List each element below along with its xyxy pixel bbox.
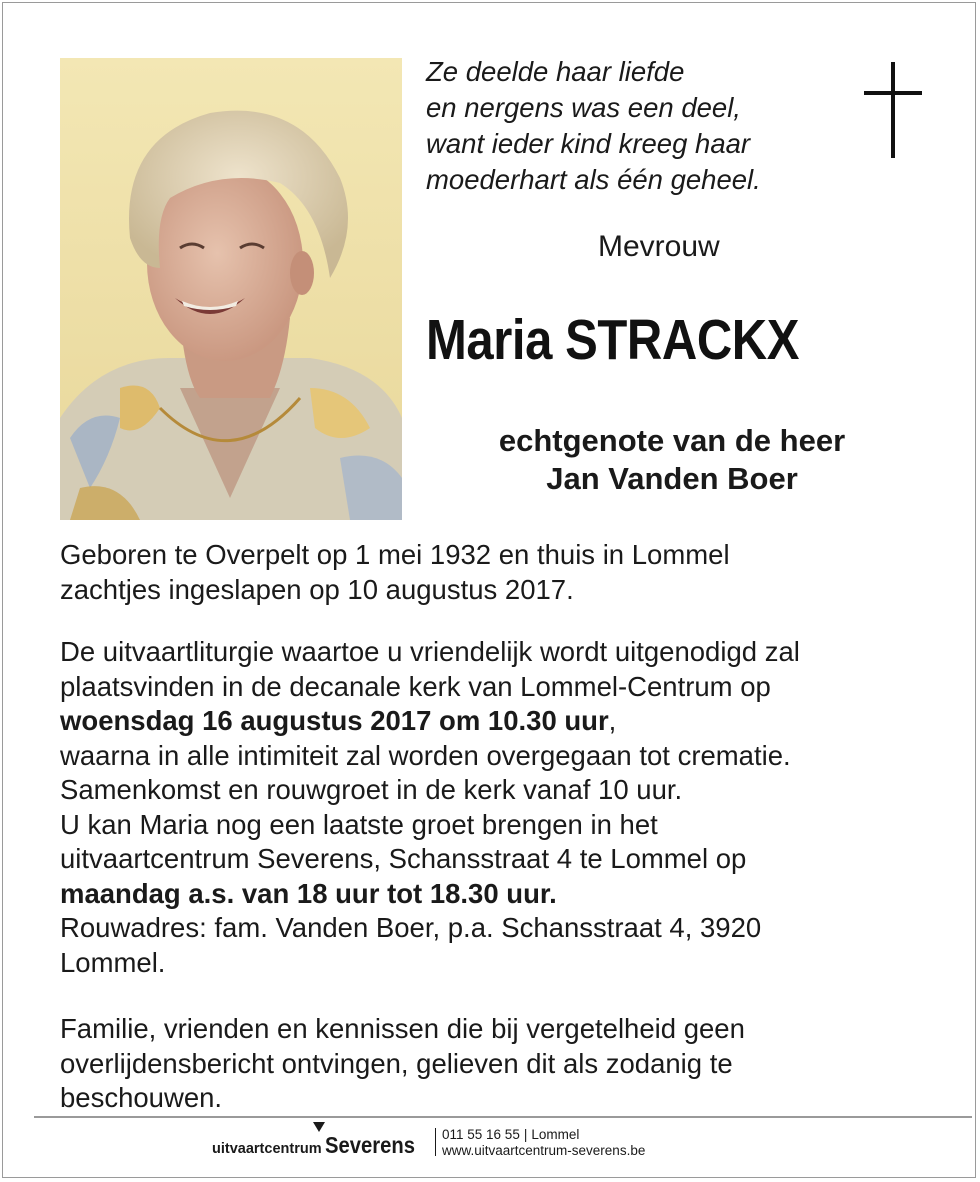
footer-contact [442,1127,645,1159]
cross-icon [864,62,922,160]
text-line: Geboren te Overpelt op 1 mei 1932 en thuis in Lommel [60,539,730,570]
text-line: overlijdensbericht ontvingen, gelieven dit als zodanig te [60,1047,733,1079]
birth-paragraph [60,538,940,607]
brand-prefix: uitvaartcentrum [212,1141,322,1157]
text-line: waarna in alle intimiteit zal worden overgegaan tot crematie. [60,739,791,771]
text-line: U kan Maria nog een laatste groet brengen in het [60,808,658,840]
separator: | [523,1127,528,1142]
text-line: Samenkomst en rouwgroet in de kerk vanaf 10 uur. [60,774,683,805]
website-link[interactable]: www.uitvaartcentrum-severens.be [442,1143,646,1158]
funeral-paragraph [60,635,940,980]
deceased-name: Maria STRACKX [426,308,800,372]
text-line: plaatsvinden in de decanale kerk van Lommel-Centrum op [60,670,771,702]
poem-line: Ze deelde haar liefde [426,56,685,87]
notice-paragraph [60,1012,940,1116]
funeral-date: woensdag 16 augustus 2017 om 10.30 uur [60,705,609,736]
text-line: beschouwen. [60,1082,223,1113]
spouse-line: echtgenote van de heer [498,423,846,458]
portrait-photo [60,58,402,520]
footer-divider [34,1116,972,1118]
punctuation: , [608,705,617,736]
brand-name: Severens [325,1132,416,1158]
footer-separator [435,1128,436,1156]
honorific-title: Mevrouw [598,230,720,263]
poem [426,54,761,198]
text-line: uitvaartcentrum Severens, Schansstraat 4 te Lommel op [60,843,747,874]
text-line: Familie, vrienden en kennissen die bij vergetelheid geen [60,1013,745,1044]
poem-line: moederhart als één geheel. [426,164,761,195]
phone-number: 011 55 16 55 [442,1127,520,1142]
text-line: De uitvaartliturgie waartoe u vriendelijk wordt uitgenodigd zal [60,636,800,667]
text-line: Rouwadres: fam. Vanden Boer, p.a. Schansstraat 4, 3920 [60,912,762,943]
town: Lommel [531,1127,580,1142]
text-line: Lommel. [60,946,166,978]
funeral-date-line [60,704,940,739]
spouse-info [430,422,914,498]
spouse-name: Jan Vanden Boer [546,461,798,496]
visit-time: maandag a.s. van 18 uur tot 18.30 uur. [60,877,557,909]
triangle-mark-icon [313,1122,325,1132]
footer [212,1124,732,1164]
contact-line [442,1127,645,1143]
text-line: zachtjes ingeslapen op 10 augustus 2017. [60,573,574,605]
poem-line: want ieder kind kreeg haar [426,128,751,159]
poem-line: en nergens was een deel, [426,92,741,123]
